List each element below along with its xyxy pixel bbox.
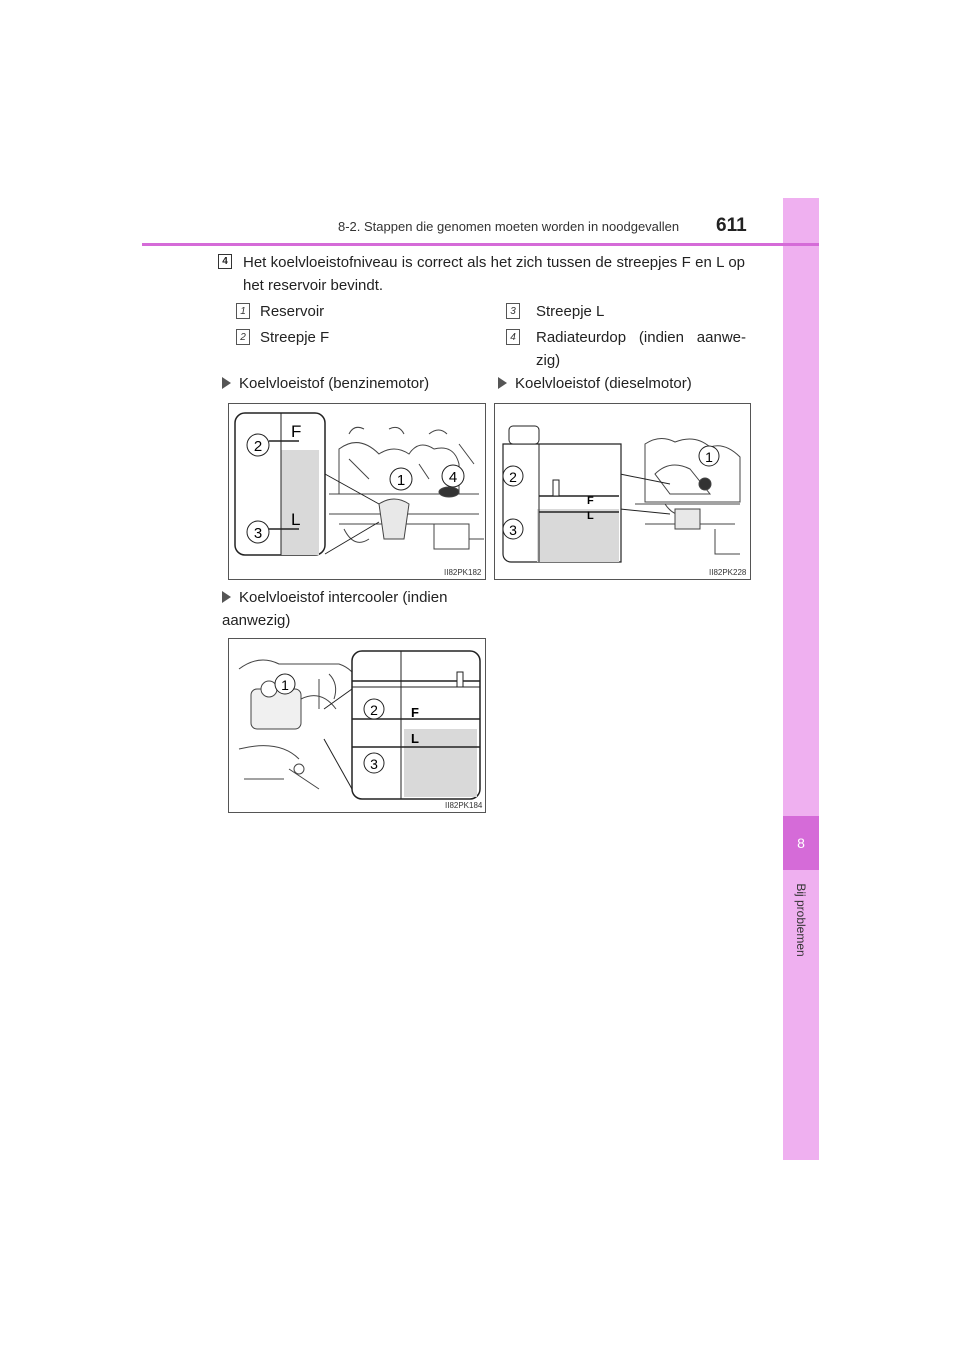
step-text: Het koelvloeistofniveau is correct als het zich tussen de streepjes F en L op het reservoir bevindt. <box>243 254 745 294</box>
legend-number: 1 <box>236 303 250 319</box>
page-number: 611 <box>716 215 747 236</box>
mark-l: L <box>291 510 301 529</box>
legend-number: 4 <box>506 329 520 345</box>
bullet-triangle-icon <box>498 377 507 389</box>
figure-caption: Koelvloeistof (benzinemotor) <box>222 372 429 395</box>
engine-illustration <box>229 404 485 579</box>
callout-3: 3 <box>370 756 378 772</box>
legend-label: Streepje F <box>260 329 330 346</box>
figure-id: II82PK228 <box>709 568 747 577</box>
legend-label: Streepje L <box>536 303 605 320</box>
step-number-badge: 4 <box>218 254 232 269</box>
chapter-label: Bij problemen <box>794 883 808 957</box>
callout-1: 1 <box>705 449 713 465</box>
engine-illustration <box>495 404 750 579</box>
mark-l: L <box>587 510 594 522</box>
callout-3: 3 <box>509 522 517 538</box>
figure-caption: Koelvloeistof (dieselmotor) <box>498 372 692 395</box>
figure-intercooler-coolant <box>228 638 486 813</box>
section-title: 8-2. Stappen die genomen moeten worden in noodgevallen <box>338 219 680 234</box>
chapter-number: 8 <box>783 816 819 870</box>
mark-f: F <box>291 422 302 441</box>
chapter-side-tab <box>783 198 819 1160</box>
callout-1: 1 <box>281 677 289 693</box>
callout-2: 2 <box>509 469 517 485</box>
figure-id: II82PK184 <box>445 801 483 810</box>
legend-number: 2 <box>236 329 250 345</box>
callout-2: 2 <box>370 702 378 718</box>
callout-2: 2 <box>253 438 263 455</box>
legend-label: Reservoir <box>260 303 325 320</box>
figure-caption: Koelvloeistof intercooler (indien aanwezig) <box>222 589 448 629</box>
mark-f: F <box>587 495 594 507</box>
mark-l: L <box>411 731 419 746</box>
figure-id: II82PK182 <box>444 568 482 577</box>
header-divider <box>142 243 819 246</box>
callout-3: 3 <box>253 525 263 542</box>
callout-1: 1 <box>396 472 406 489</box>
bullet-triangle-icon <box>222 377 231 389</box>
figure-diesel-coolant <box>494 403 751 580</box>
legend-number: 3 <box>506 303 520 319</box>
callout-4: 4 <box>448 469 458 486</box>
mark-f: F <box>411 705 419 720</box>
engine-illustration <box>229 639 485 812</box>
figure-petrol-coolant <box>228 403 486 580</box>
legend-label: Radiateurdop (indien aanwe-zig) <box>536 329 746 369</box>
bullet-triangle-icon <box>222 591 231 603</box>
